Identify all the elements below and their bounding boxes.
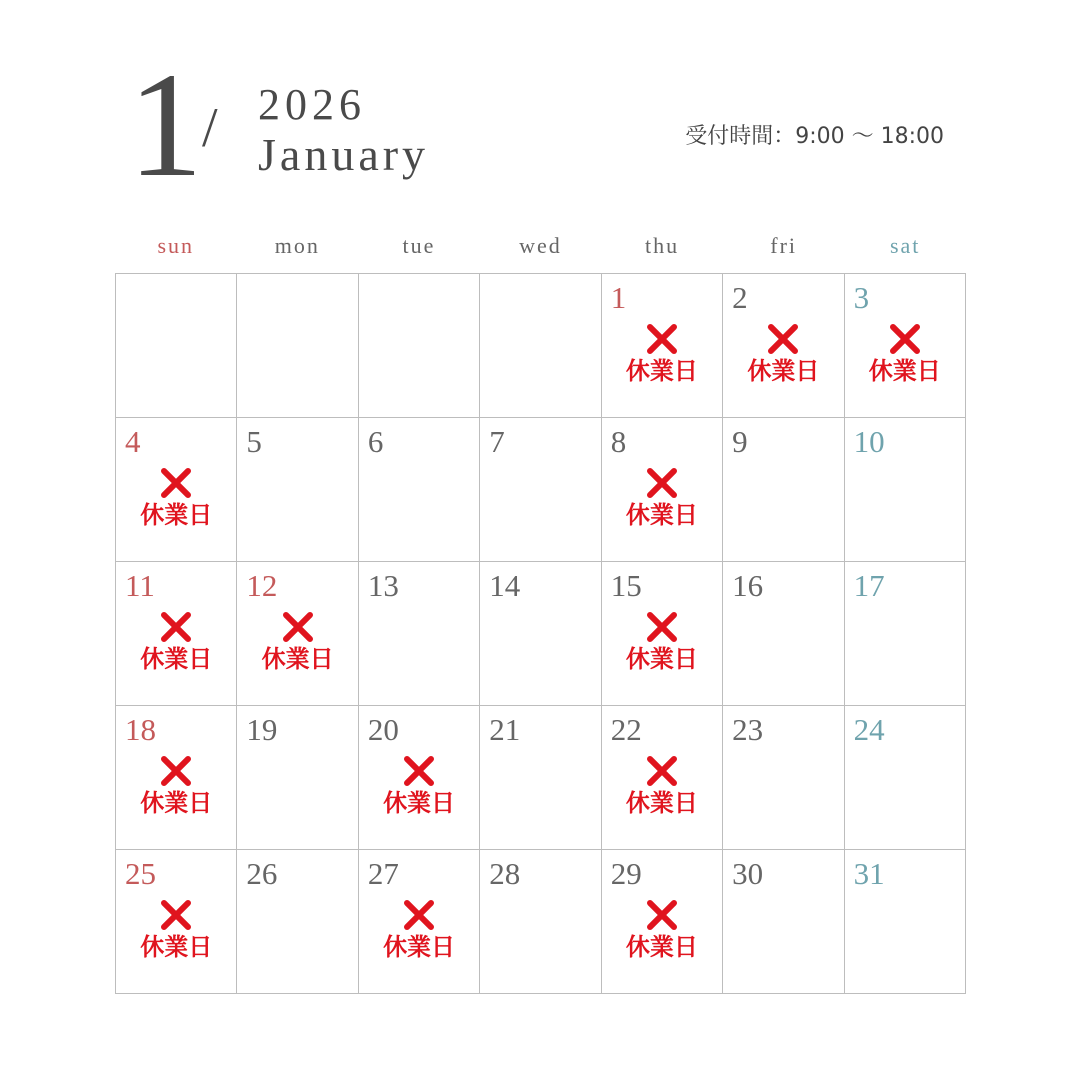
empty-cell: [359, 274, 480, 418]
day-cell-22: [602, 706, 723, 850]
day-number: 12: [246, 568, 278, 603]
day-cell-15: [602, 562, 723, 706]
day-cell-5: [237, 418, 358, 562]
day-cell-24: [845, 706, 966, 850]
closed-label: 休業日: [868, 357, 941, 385]
day-cell-14: [480, 562, 601, 706]
day-cell-16: [723, 562, 844, 706]
day-number: 16: [732, 568, 764, 603]
day-cell-31: [845, 850, 966, 994]
day-cell-27: [359, 850, 480, 994]
day-number: 19: [246, 712, 278, 747]
day-number: 28: [489, 856, 521, 891]
day-number: 18: [125, 712, 156, 747]
day-number: 27: [367, 856, 399, 891]
day-cell-23: [723, 706, 844, 850]
closed-day-mark: [602, 612, 722, 674]
cross-icon: [645, 612, 679, 642]
day-number: 30: [732, 856, 764, 891]
closed-day-mark: [116, 612, 236, 674]
business-hours: 受付時間：9:00 〜 18:00: [685, 124, 944, 149]
closed-day-mark: [602, 756, 722, 818]
closed-label: 休業日: [383, 933, 456, 961]
day-cell-9: [723, 418, 844, 562]
day-cell-12: [237, 562, 358, 706]
cross-icon: [159, 900, 193, 930]
day-cell-7: [480, 418, 601, 562]
day-number: 17: [853, 568, 885, 603]
cross-icon: [159, 756, 193, 786]
day-cell-13: [359, 562, 480, 706]
closed-day-mark: [116, 756, 236, 818]
day-number: 14: [489, 568, 521, 603]
day-cell-29: [602, 850, 723, 994]
day-number: 11: [125, 568, 155, 603]
cross-icon: [645, 756, 679, 786]
day-cell-17: [845, 562, 966, 706]
day-number: 6: [367, 424, 384, 459]
day-number: 23: [732, 712, 764, 747]
closed-day-mark: [602, 468, 722, 530]
closed-label: 休業日: [747, 357, 820, 385]
day-number: 1: [610, 280, 627, 315]
closed-day-mark: [116, 468, 236, 530]
calendar-grid: [115, 273, 966, 994]
closed-label: 休業日: [625, 933, 698, 961]
closed-day-mark: [237, 612, 357, 674]
weekday-label-thu: thu: [645, 233, 680, 258]
closed-day-mark: [116, 900, 236, 962]
day-number: 10: [853, 424, 885, 459]
day-cell-6: [359, 418, 480, 562]
day-cell-30: [723, 850, 844, 994]
title-slash: /: [202, 97, 218, 159]
empty-cell: [480, 274, 601, 418]
day-cell-3: [845, 274, 966, 418]
closed-day-mark: [602, 324, 722, 386]
closed-label: 休業日: [140, 789, 213, 817]
cross-icon: [402, 900, 436, 930]
day-cell-2: [723, 274, 844, 418]
day-number: 21: [489, 712, 521, 747]
day-number: 5: [246, 424, 262, 459]
day-cell-1: [602, 274, 723, 418]
weekday-label-mon: mon: [274, 233, 320, 258]
closed-label: 休業日: [140, 501, 213, 529]
day-number: 29: [610, 856, 642, 891]
day-number: 24: [853, 712, 885, 747]
month-name: January: [258, 129, 430, 180]
day-number: 8: [610, 424, 627, 459]
day-number: 3: [853, 280, 870, 315]
day-cell-18: [116, 706, 237, 850]
year-label: 2026: [258, 80, 366, 129]
cross-icon: [159, 468, 193, 498]
cross-icon: [645, 468, 679, 498]
cross-icon: [766, 324, 800, 354]
cross-icon: [645, 324, 679, 354]
closed-day-mark: [602, 900, 722, 962]
day-cell-21: [480, 706, 601, 850]
day-number: 13: [367, 568, 399, 603]
weekday-header-row: [115, 228, 966, 264]
closed-day-mark: [359, 900, 479, 962]
closed-label: 休業日: [625, 357, 698, 385]
day-cell-20: [359, 706, 480, 850]
day-number: 20: [367, 712, 399, 747]
day-cell-8: [602, 418, 723, 562]
cross-icon: [888, 324, 922, 354]
month-number: 1: [128, 42, 203, 208]
weekday-label-fri: fri: [770, 233, 798, 258]
day-cell-4: [116, 418, 237, 562]
day-number: 2: [732, 280, 748, 315]
cross-icon: [402, 756, 436, 786]
weekday-label-wed: wed: [519, 233, 562, 258]
empty-cell: [116, 274, 237, 418]
weekday-label-sat: sat: [889, 233, 921, 258]
empty-cell: [237, 274, 358, 418]
cross-icon: [645, 900, 679, 930]
day-cell-26: [237, 850, 358, 994]
closed-label: 休業日: [625, 645, 698, 673]
day-cell-19: [237, 706, 358, 850]
day-number: 4: [125, 424, 141, 459]
day-number: 22: [610, 712, 642, 747]
cross-icon: [281, 612, 315, 642]
day-cell-11: [116, 562, 237, 706]
closed-day-mark: [723, 324, 843, 386]
day-cell-10: [845, 418, 966, 562]
day-number: 7: [489, 424, 505, 459]
weekday-label-sun: sun: [157, 233, 195, 258]
day-number: 15: [610, 568, 642, 603]
weekday-label-tue: tue: [402, 233, 436, 258]
closed-label: 休業日: [140, 645, 213, 673]
closed-label: 休業日: [261, 645, 334, 673]
day-number: 9: [732, 424, 748, 459]
day-cell-28: [480, 850, 601, 994]
closed-label: 休業日: [140, 933, 213, 961]
closed-day-mark: [845, 324, 965, 386]
closed-label: 休業日: [625, 501, 698, 529]
closed-label: 休業日: [625, 789, 698, 817]
day-number: 31: [853, 856, 885, 891]
cross-icon: [159, 612, 193, 642]
day-number: 25: [125, 856, 156, 891]
closed-day-mark: [359, 756, 479, 818]
closed-label: 休業日: [383, 789, 456, 817]
day-number: 26: [246, 856, 278, 891]
day-cell-25: [116, 850, 237, 994]
